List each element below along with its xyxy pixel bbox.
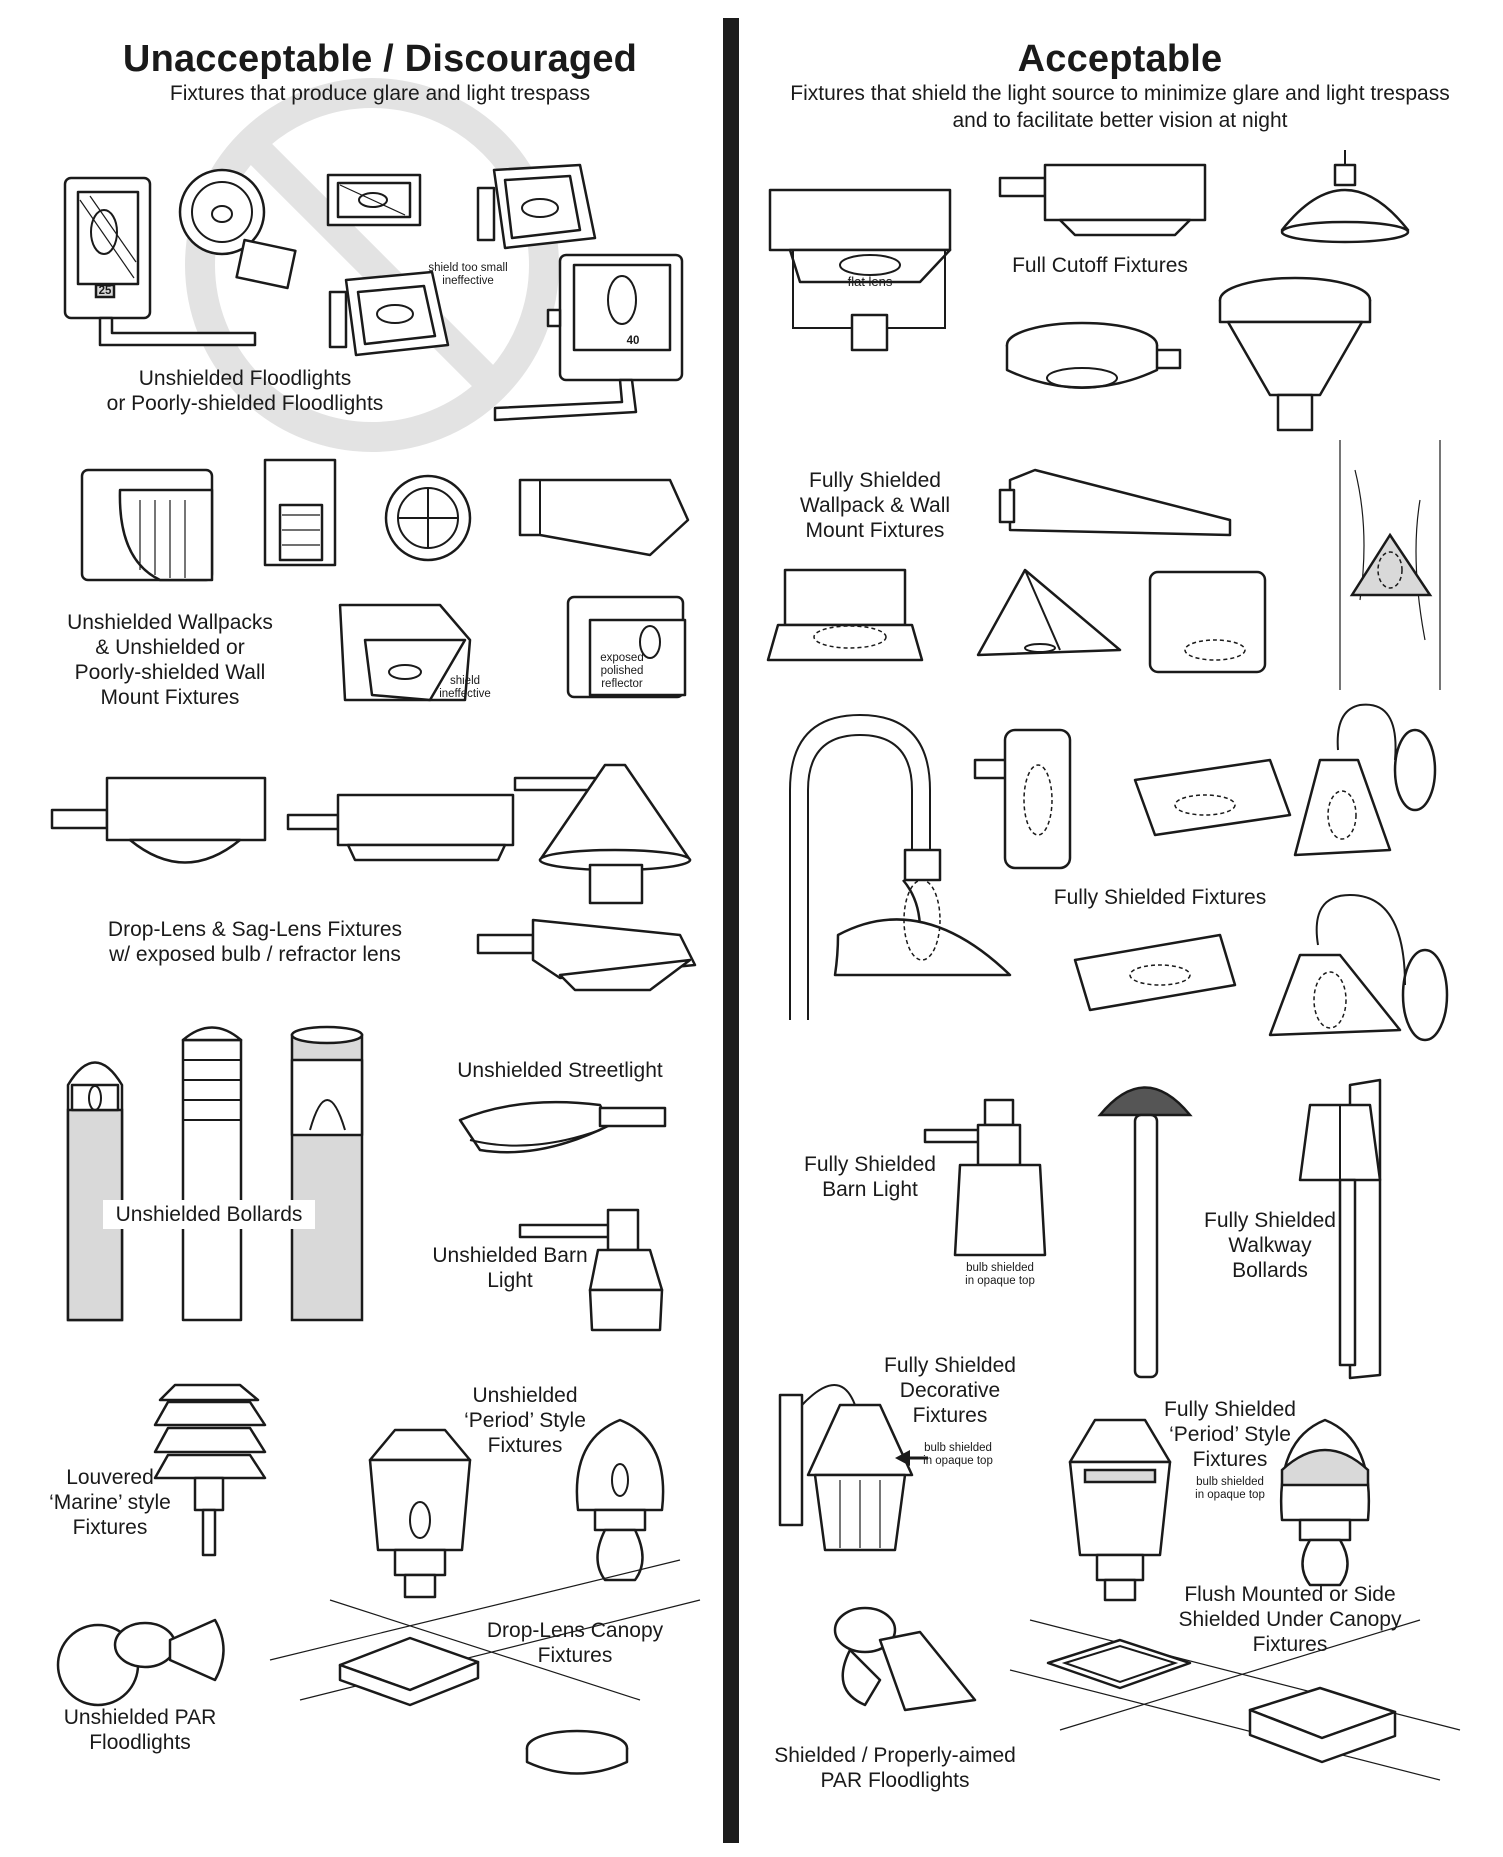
wallpack-square-icon [82,470,212,580]
streetlight-icon [460,1102,665,1152]
floodlight-25-badge: 25 [98,285,112,297]
left-subtitle: Fixtures that produce glare and light trespass [169,82,591,105]
label-fully-shielded-barn: Fully Shielded Barn Light [804,1153,936,1201]
walkway-bollard-mushroom-icon [1100,1088,1190,1378]
label-flush-mounted-canopy: Flush Mounted or Side Shielded Under Canopy Fixtures [1178,1583,1402,1656]
floodlight-40-badge: 40 [626,335,640,347]
gooseneck-wall-large-icon [1270,895,1447,1040]
label-unshielded-floodlights: Unshielded Floodlights or Poorly-shielded Floodlights [106,367,384,415]
wall-pyramid-shielded-icon [978,570,1120,655]
left-title: Unacceptable / Discouraged [122,38,638,80]
wedge-ceiling-shielded-icon [1075,935,1235,1010]
wall-mount-shielded-2-icon [1150,572,1265,672]
label-fully-shielded-fixtures: Fully Shielded Fixtures [1053,886,1267,909]
label-fully-shielded-period: Fully Shielded ‘Period’ Style Fixtures [1164,1398,1296,1471]
label-flat-lens: flat lens [847,274,893,289]
wall-mount-shielded-1-icon [768,570,922,660]
label-unshielded-period: Unshielded ‘Period’ Style Fixtures [464,1384,586,1457]
full-cutoff-box-icon [1000,165,1205,235]
droplens-canopy-round-icon [527,1731,627,1774]
right-subtitle: Fixtures that shield the light source to minimize glare and light trespass and to facilitate better vision at night [790,82,1450,132]
full-cutoff-flatlens-icon [770,190,950,350]
bollard-glass-icon [68,1063,122,1321]
label-unshielded-bollards: Unshielded Bollards [103,1200,315,1229]
saglens-fixture-icon [478,920,695,990]
droplens-cone-icon [515,765,690,903]
center-divider [723,18,739,1843]
label-louvered-marine: Louvered ‘Marine’ style Fixtures [49,1466,171,1539]
full-cutoff-dome-icon [1282,150,1408,242]
wallpack-angled-icon [520,480,688,555]
label-full-cutoff: Full Cutoff Fixtures [1012,254,1188,277]
label-droplens-fixtures: Drop-Lens & Sag-Lens Fixtures w/ exposed bulb / refractor lens [107,918,403,966]
full-cutoff-round-icon [1007,323,1180,388]
label-unshielded-wallpacks: Unshielded Wallpacks & Unshielded or Poorly-shielded Wall Mount Fixtures [67,611,273,709]
bulkhead-round-icon [386,476,470,560]
label-unshielded-par: Unshielded PAR Floodlights [63,1706,217,1754]
bollard-louvered-icon [183,1028,241,1321]
label-shielded-par: Shielded / Properly-aimed PAR Floodlights [774,1744,1016,1792]
label-shield-ineffective: shield ineffective [439,675,491,700]
label-unshielded-streetlight: Unshielded Streetlight [457,1059,663,1082]
label-fully-shielded-walkway: Fully Shielded Walkway Bollards [1204,1209,1336,1282]
flush-canopy-surface-icon [1250,1688,1395,1762]
label-fully-shielded-wallpack: Fully Shielded Wallpack & Wall Mount Fixtures [799,469,951,542]
note-decorative-bulb-shielded: bulb shielded in opaque top [923,1442,993,1467]
right-title: Acceptable [1017,38,1223,80]
label-fully-shielded-decorative: Fully Shielded Decorative Fixtures [884,1354,1016,1427]
note-barn-bulb-shielded: bulb shielded in opaque top [965,1262,1035,1287]
wedge-shielded-icon [1135,760,1290,835]
wallpack-shielded-sloped-icon [1000,470,1230,535]
floodlight-box-icon [478,165,595,248]
droplens-fixture-2-icon [288,795,513,860]
droplens-fixture-1-icon [52,778,265,863]
floodlight-small-icon [328,175,420,225]
label-droplens-canopy: Drop-Lens Canopy Fixtures [486,1619,664,1667]
bollard-wide-icon [292,1027,362,1320]
droplens-canopy-square-icon [340,1638,478,1705]
label-exposed-reflector: exposed polished reflector [600,652,644,690]
label-shield-too-small: shield too small ineffective [428,262,508,287]
full-cutoff-post-top-icon [1220,278,1370,430]
par-flood-unshielded-icon [58,1620,224,1705]
label-unshielded-barn-light: Unshielded Barn Light [432,1244,588,1292]
note-period-bulb-shielded: bulb shielded in opaque top [1195,1476,1265,1501]
gooseneck-wall-small-icon [1295,705,1435,855]
cylinder-downlight-icon [975,730,1070,868]
par-flood-shielded-icon [835,1608,975,1710]
wall-mount-narrow-icon [265,460,335,565]
